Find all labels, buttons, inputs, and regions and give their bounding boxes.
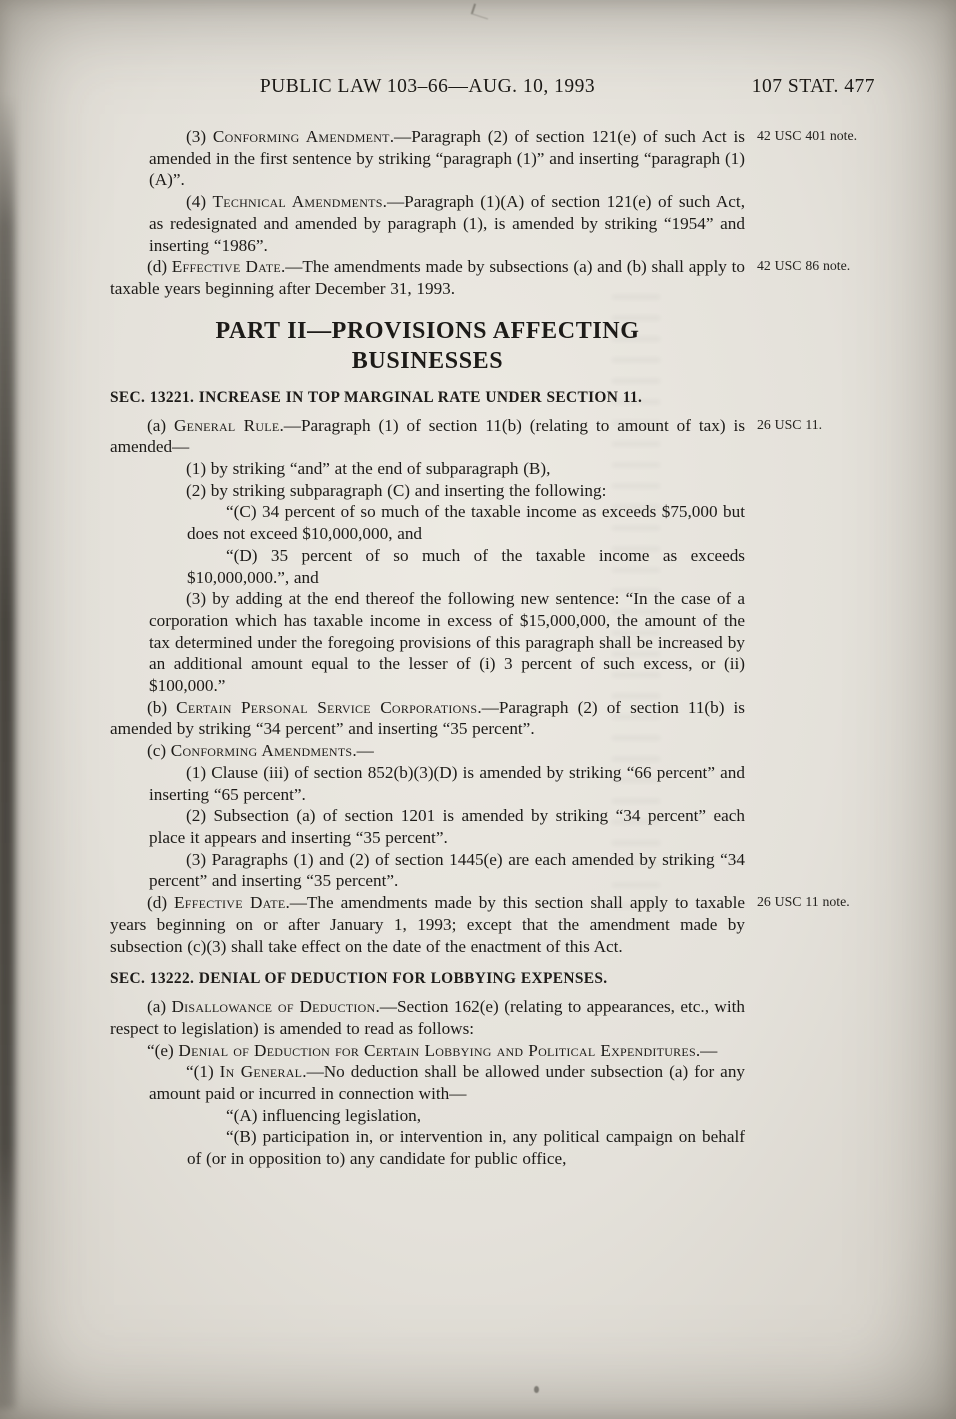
part-heading-line: PART II—PROVISIONS AFFECTING [215, 317, 640, 344]
text-run: “(C) 34 percent of so much of the taxable income as exceeds $75,000 but does not exceed $10,000,000, and [187, 502, 745, 544]
text-run: “(1) [186, 1062, 220, 1082]
page-header [110, 76, 875, 102]
text-run: (3) [186, 127, 213, 146]
text-run: (3) by adding at the end thereof the following new sentence: “In the case of a corporation which has taxable income in excess of $15,000,000, the amount of the tax determined under the foregoing provisions of this paragraph shall be increased by an additional amount equal to the lesser of (i) 3 percent of such excess, or (ii) $100,000.” [149, 589, 745, 696]
text-run: .—Paragraph (1)(A) of section 121(e) of such Act, as redesignated and amended by paragraph (1), is amended by striking “1954” and inserting “1986”. [149, 192, 745, 255]
statute-paragraph [149, 588, 745, 697]
statute-paragraph [149, 126, 858, 191]
statute-paragraph [187, 545, 745, 588]
text-run: (d) [147, 893, 175, 913]
text-run: .—Section 162(e) (relating to appearances, etc., with respect to legislation) is amended to read as follows: [110, 997, 745, 1038]
section-heading: SEC. 13221. INCREASE IN TOP MARGINAL RATE UNDER SECTION 11. [110, 388, 643, 406]
statute-paragraph [110, 697, 745, 740]
statute-paragraph [110, 1040, 745, 1062]
text-run: .— [695, 1040, 718, 1060]
text-run: .— [352, 741, 374, 761]
statute-paragraph [110, 740, 745, 762]
text-run: .—No deduction shall be allowed under subsection (a) for any amount paid or incurred in connection with— [149, 1062, 746, 1104]
small-caps-run: In General [219, 1062, 303, 1082]
statute-paragraph [110, 415, 823, 458]
scan-speck-artifact [534, 1386, 539, 1393]
text-run: .—Paragraph (2) of section 11(b) is amended by striking “34 percent” and inserting “35 percent”. [110, 697, 745, 739]
margin-note: 42 USC 86 note. [757, 258, 851, 274]
text-run: (a) [147, 997, 172, 1017]
margin-note: 26 USC 11. [757, 416, 823, 432]
text-run: “(D) 35 percent of so much of the taxable income as exceeds $10,000,000.”, and [187, 545, 745, 587]
text-run: (b) [147, 697, 177, 717]
small-caps-run: Conforming Amendment [212, 127, 390, 146]
part-heading [110, 316, 745, 376]
stat-page-number: 107 STAT. 477 [751, 76, 875, 97]
scan-gutter-shadow [0, 95, 15, 1409]
text-run: .—Paragraph (2) of section 121(e) of such Act is amended in the first sentence by striking “paragraph (1)” and inserting “paragraph (1)(A)”. [149, 127, 745, 190]
statute-paragraph [187, 501, 745, 544]
statute-paragraph [149, 762, 745, 805]
page-content [110, 76, 875, 1170]
text-run: “(A) influencing legislation, [226, 1105, 422, 1125]
statute-paragraph [149, 191, 745, 256]
text-run: (2) by striking subparagraph (C) and inserting the following: [186, 480, 607, 500]
text-run: (c) [147, 741, 171, 761]
small-caps-run: Disallowance of Deduction [171, 997, 376, 1017]
small-caps-run: Certain Personal Service Corporations [176, 697, 478, 717]
statute-paragraph [149, 480, 745, 502]
small-caps-run: Effective Date [171, 257, 281, 277]
text-run: “(B) participation in, or intervention in, any political campaign on behalf of (or in opposition to) any candidate for public office, [187, 1127, 745, 1169]
text-run: (4) [186, 192, 213, 212]
scan-mark-artifact [471, 3, 492, 19]
text-run: (2) Subsection (a) of section 1201 is amended by striking “34 percent” each place it appears and inserting “35 percent”. [149, 806, 745, 847]
part-heading-line: BUSINESSES [351, 347, 504, 374]
small-caps-run: Denial of Deduction for Certain Lobbying and Political Expenditures [178, 1040, 696, 1060]
statute-paragraph [149, 1061, 745, 1104]
small-caps-run: General Rule [174, 415, 280, 435]
statute-paragraph [110, 892, 850, 957]
statute-paragraph [149, 849, 745, 892]
statute-paragraph [187, 1105, 745, 1127]
statute-paragraph [149, 458, 745, 480]
small-caps-run: Technical Amendments [212, 192, 383, 212]
text-run: .—The amendments made by this section shall apply to taxable years beginning on or after January 1, 1993; except that the amendment made by subsection (c)(3) shall take effect on the date of the enactment of this Act. [110, 893, 745, 956]
text-run: “(e) [147, 1040, 179, 1060]
text-run: (1) by striking “and” at the end of subparagraph (B), [186, 459, 551, 479]
statute-paragraph [110, 996, 745, 1039]
document-body [110, 126, 858, 1170]
text-run: .—The amendments made by subsections (a) and (b) shall apply to taxable years beginning after December 31, 1993. [110, 257, 745, 298]
margin-note: 26 USC 11 note. [757, 894, 850, 910]
small-caps-run: Effective Date [174, 893, 286, 913]
small-caps-run: Conforming Amendments [170, 741, 353, 761]
text-run: (a) [147, 415, 174, 435]
text-run: .—Paragraph (1) of section 11(b) (relating to amount of tax) is amended— [110, 415, 746, 457]
statute-paragraph [110, 256, 851, 299]
statute-paragraph [187, 1126, 745, 1169]
text-run: (1) Clause (iii) of section 852(b)(3)(D) is amended by striking “66 percent” and inserting “65 percent”. [149, 762, 745, 804]
margin-note: 42 USC 401 note. [757, 128, 858, 143]
text-run: (d) [147, 257, 172, 277]
statute-paragraph [149, 805, 745, 848]
section-heading: SEC. 13222. DENIAL OF DEDUCTION FOR LOBBYING EXPENSES. [110, 970, 608, 988]
text-run: (3) Paragraphs (1) and (2) of section 1445(e) are each amended by striking “34 percent” and inserting “35 percent”. [149, 849, 745, 891]
running-title: PUBLIC LAW 103–66—AUG. 10, 1993 [259, 76, 596, 97]
